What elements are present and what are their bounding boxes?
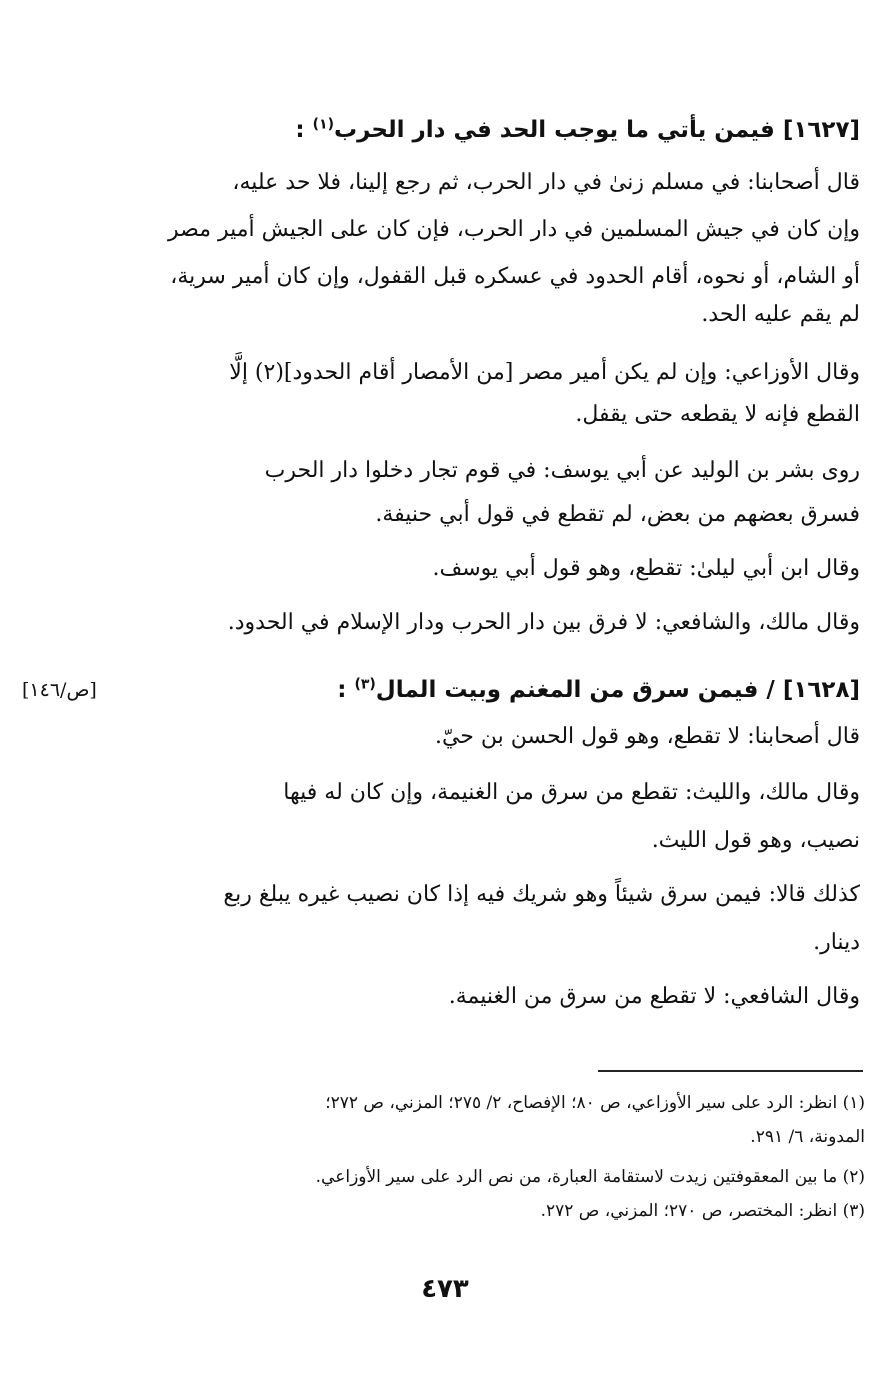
text-line: وقال الشافعي: لا تقطع من سرق من الغنيمة.: [448, 984, 860, 1009]
section-heading-1627: [105, 114, 860, 146]
heading-colon: :: [337, 677, 347, 703]
section-title: فيمن سرق من المغنم وبيت المال: [375, 677, 759, 703]
text-line: روى بشر بن الوليد عن أبي يوسف: في قوم تجار دخلوا دار الحرب: [264, 458, 860, 483]
heading-slash: /: [766, 677, 775, 703]
text-line: لم يقم عليه الحد.: [701, 302, 860, 327]
footnote-line: (١) انظر: الرد على سير الأوزاعي، ص ٨٠؛ الإفصاح، ٢/ ٢٧٥؛ المزني، ص ٢٧٢؛: [325, 1093, 865, 1113]
text-line: كذلك قالا: فيمن سرق شيئاً وهو شريك فيه إذا كان نصيب غيره يبلغ ربع: [223, 882, 860, 907]
text-line: دينار.: [813, 930, 860, 955]
text-line: وإن كان في جيش المسلمين في دار الحرب، فإن كان على الجيش أمير مصر: [167, 217, 860, 242]
text-line: قال أصحابنا: لا تقطع، وهو قول الحسن بن حيّ.: [434, 724, 860, 749]
margin-page-ref: [ص/١٤٦]: [22, 679, 97, 701]
heading-colon: :: [295, 117, 305, 143]
text-line: وقال الأوزاعي: وإن لم يكن أمير مصر [من الأمصار أقام الحدود](٢) إلَّا: [229, 360, 860, 385]
text-line: أو الشام، أو نحوه، أقام الحدود في عسكره قبل القفول، وإن كان أمير سرية،: [170, 264, 860, 289]
footnote-line: المدونة، ٦/ ٢٩١.: [750, 1127, 865, 1147]
footnote-separator: [598, 1070, 863, 1072]
text-line: قال أصحابنا: في مسلم زنىٰ في دار الحرب، ثم رجع إلينا، فلا حد عليه،: [232, 170, 860, 195]
text-line: وقال ابن أبي ليلىٰ: تقطع، وهو قول أبي يوسف.: [432, 556, 860, 581]
section-heading-1628: [105, 674, 860, 706]
section-title: فيمن يأتي ما يوجب الحد في دار الحرب: [333, 117, 775, 143]
footnote-ref: (٣): [354, 676, 376, 693]
text-line: القطع فإنه لا يقطعه حتى يقفل.: [575, 402, 860, 427]
text-line: وقال مالك، والليث: تقطع من سرق من الغنيمة، وإن كان له فيها: [283, 780, 860, 805]
footnote-ref: (١): [312, 116, 334, 133]
text-line: وقال مالك، والشافعي: لا فرق بين دار الحرب ودار الإسلام في الحدود.: [227, 610, 860, 635]
page-number: ٤٧٣: [421, 1274, 469, 1304]
text-line: فسرق بعضهم من بعض، لم تقطع في قول أبي حنيفة.: [375, 502, 860, 527]
footnote-line: (٣) انظر: المختصر، ص ٢٧٠؛ المزني، ص ٢٧٢.: [540, 1201, 865, 1221]
text-line: نصيب، وهو قول الليث.: [651, 828, 860, 853]
section-number: [١٦٢٧]: [782, 117, 860, 143]
section-number: [١٦٢٨]: [782, 677, 860, 703]
footnote-line: (٢) ما بين المعقوفتين زيدت لاستقامة العبارة، من نص الرد على سير الأوزاعي.: [315, 1167, 865, 1187]
